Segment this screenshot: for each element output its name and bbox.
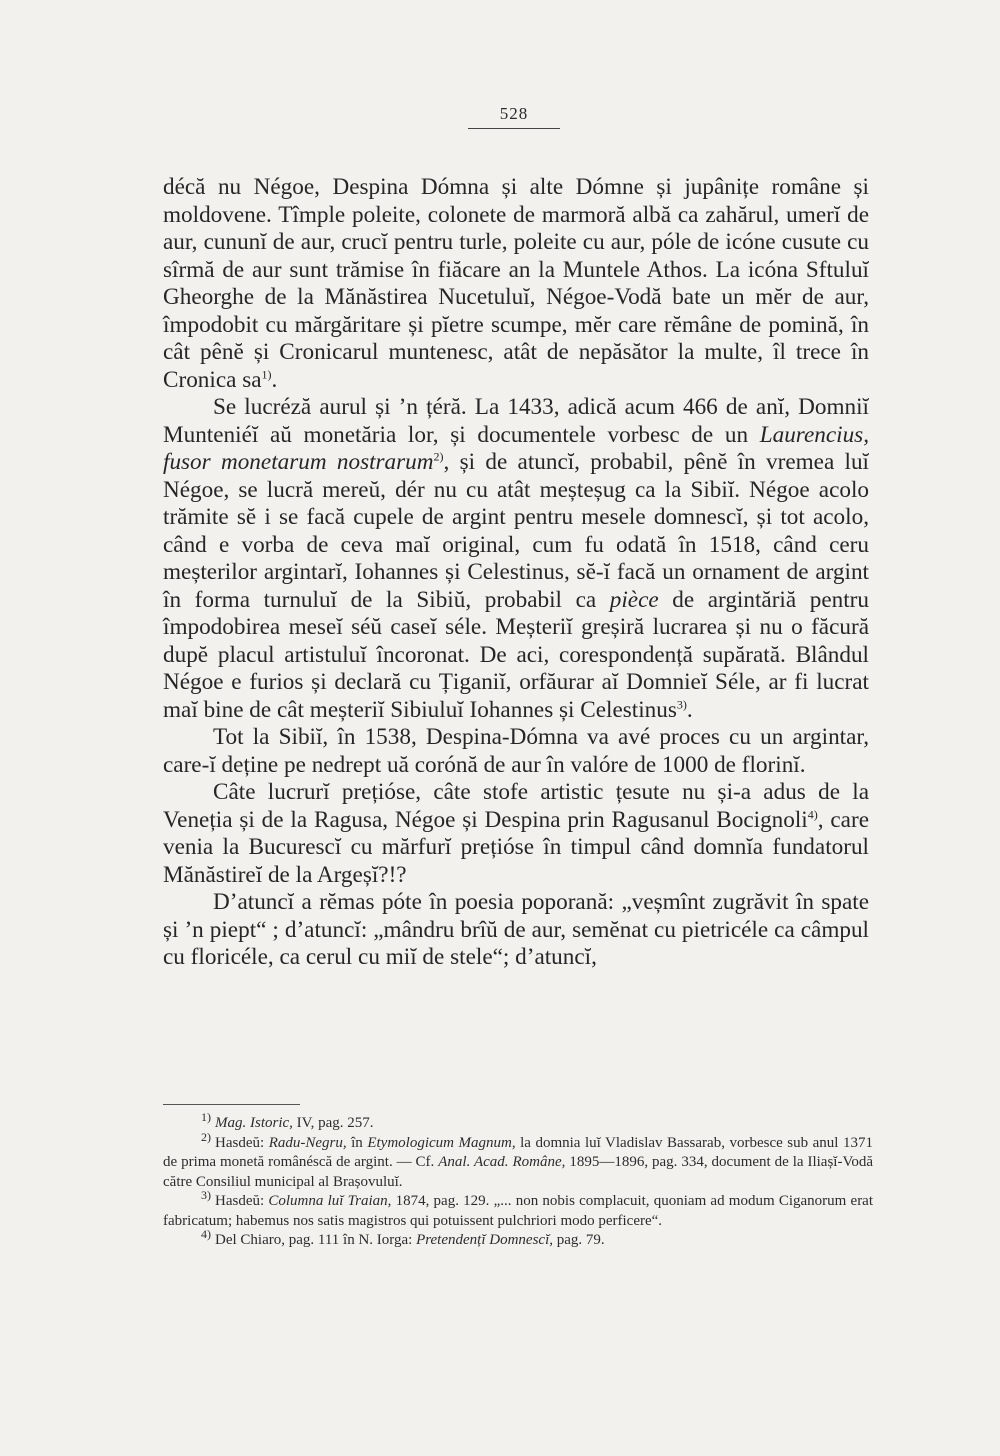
text-run: Tot la Sibiĭ, în 1538, Despina-Dómna va avé proces cu un argintar, care-ĭ deține pe nedrept uă corónă de aur în valóre de 1000 de florinĭ.	[163, 724, 869, 778]
italic-text: Etymologicum Magnum,	[367, 1134, 516, 1151]
page-header	[468, 104, 560, 129]
paragraph	[163, 779, 869, 889]
text-run: în	[346, 1134, 368, 1151]
text-run: pag. 79.	[552, 1232, 605, 1248]
text-run: décă nu Négoe, Despina Dómna și alte Dómne și jupânițe române și moldovene. Tîmple poleite, colonete de marmoră albă ca zahărul, umerĭ de aur, cununĭ de aur, crucĭ pentru turle, poleite cu aur, póle de icóne cusute cu sîrmă de aur sunt trămise în fiăcare an la Muntele Athos. La icóna Sftuluĭ Gheorghe de la Mănăstirea Nucetuluĭ, Négoe-Vodă bate un mĕr de aur, împodobit cu mărgăritare și pĭetre scumpe, mĕr care rĕmâne de pomină, în cât pênĕ și Cronicarul muntenesc, atât de nepăsător la multe, îl trece în Cronica sa	[163, 174, 869, 393]
text-run: Del Chiaro, pag. 111 în N. Iorga:	[215, 1232, 417, 1248]
footnote-number: 2)	[201, 1129, 211, 1144]
footnote-number: 4)	[201, 1227, 211, 1241]
italic-text: Pretendențĭ Domnescĭ,	[416, 1232, 553, 1248]
text-run: Câte lucrurĭ prețióse, câte stofe artistic țesute nu și-a adus de la Veneția și de la Ragusa, Négoe și Despina prin Ragusanul Bocignoli	[163, 779, 869, 833]
text-run: de argintăriă pentru împodobirea meseĭ séŭ caseĭ séle. Meșteriĭ greșiră lucrarea și nu o făcură dupĕ placul artistuluĭ încoronat. De aci, corespondență supărată. Blândul Négoe e furios și declară cu Țiganiĭ, orfăurar aĭ Domnieĭ Séle, ar fi lucrat maĭ bine de cât meșteriĭ Sibiuluĭ Iohannes și Celestinus	[163, 586, 869, 723]
text-run: , care venia la Bucurescĭ cu mărfurĭ prețióse în timpul când domnĭa fundatorul Mănăstireĭ de la Argeșĭ?!?	[163, 806, 869, 888]
footnote	[163, 1129, 873, 1193]
text-run: 1895—1896, pag. 334, document de la Iliașĭ-Vodă către Consiliul municipal al Brașovuluĭ.	[163, 1154, 873, 1190]
text-run: .	[271, 366, 278, 393]
text-run: IV, pag. 257.	[292, 1115, 374, 1131]
footnote-number: 3)	[201, 1188, 211, 1202]
paragraph	[163, 174, 869, 394]
italic-text: Radu-Negru,	[268, 1134, 347, 1151]
text-run: D’atuncĭ a rĕmas póte în poesia poporană: „veșmînt zugrăvit în spate și ’n piept“ ; d’atuncĭ: „mândru brîŭ de aur, semĕnat cu pietricéle ca câmpul cu floricéle, ca cerul cu miĭ de stele“; d’atuncĭ,	[163, 889, 869, 970]
text-run: la domnia luĭ Vladislav Bassarab, vorbesce sub anul 1371 de prima monetă românéscă de argint. — Cf.	[163, 1134, 873, 1170]
paragraph	[163, 889, 869, 972]
text-run: .	[686, 696, 693, 723]
italic-text: Laurencius, fusor monetarum nostrarum	[163, 421, 869, 475]
text-run: Se lucréză aurul și ’n țéră. La 1433, adică acum 466 de anĭ, Domniĭ Munteniéĭ aŭ monetăria lor, și documentele vorbesc de un	[163, 394, 869, 448]
italic-text: Columna luĭ Traian,	[268, 1193, 392, 1209]
text-run: , și de atuncĭ, probabil, pênĕ în vremea luĭ Négoe, se lucră mereŭ, dér nu cu atât meșteșug ca la Sibiĭ. Négoe acolo trămite sĕ i se facă cupele de argint pentru mesele domnescĭ, și tot acolo, când e vorba de ceva maĭ original, cum fu odată în 1518, când ceru meșterilor argintarĭ, Iohannes și Celestinus, sĕ-ĭ facă un ornament de argint în forma turnuluĭ de la Sibiŭ, probabil ca	[163, 449, 869, 613]
paragraph	[163, 724, 869, 779]
paragraph	[163, 394, 869, 724]
footnote-number: 1)	[201, 1110, 211, 1124]
italic-text: Mag. Istoric,	[215, 1115, 293, 1131]
footnote	[163, 1110, 873, 1134]
italic-text: Anal. Acad. Române,	[438, 1154, 566, 1170]
page-number-underline	[468, 128, 560, 129]
text-run: Hasdeŭ:	[215, 1193, 269, 1209]
footnotes	[163, 1110, 874, 1251]
main-text	[163, 174, 869, 972]
footnote-reference: 1)	[261, 366, 272, 381]
page-number: 528	[499, 104, 529, 123]
italic-text: pièce	[609, 586, 659, 613]
footnote-reference: 3)	[676, 696, 687, 711]
text-run: Hasdeŭ:	[215, 1134, 269, 1151]
footnote	[163, 1227, 873, 1251]
text-run: 1874, pag. 129. „... non nobis complacuit, quoniam ad modum Ciganorum erat fabricatum; habemus nos satis magistros qui potuissent pulchriori modo perficere“.	[163, 1193, 874, 1229]
footnote	[163, 1188, 874, 1231]
footnote-separator	[163, 1104, 300, 1105]
footnote-reference: 2)	[433, 449, 444, 464]
footnote-reference: 4)	[807, 806, 818, 821]
